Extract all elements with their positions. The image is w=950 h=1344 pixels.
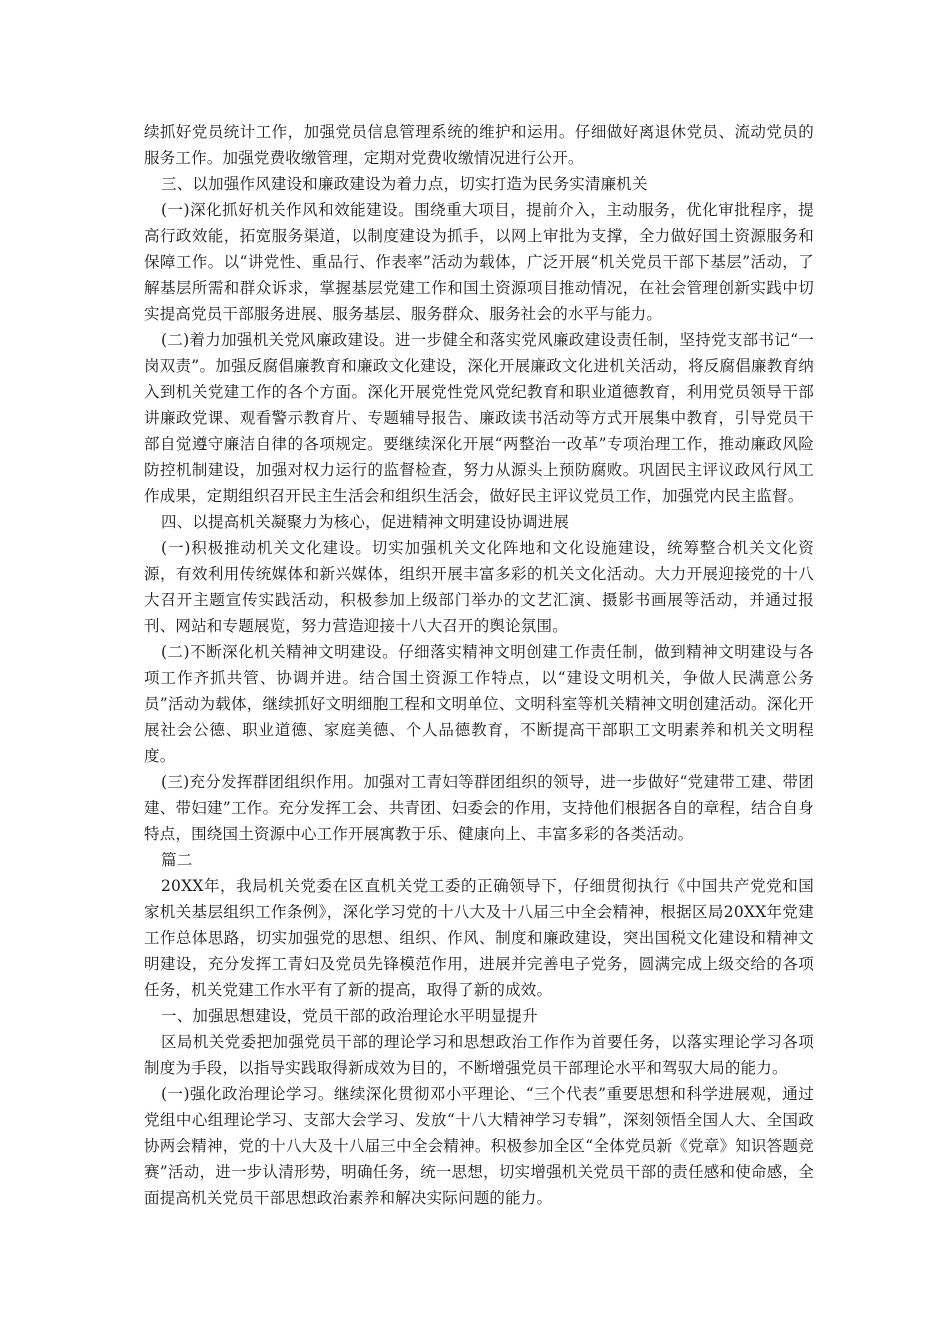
section-heading-4: 四、以提高机关凝聚力为核心，促进精神文明建设协调进展 bbox=[161, 513, 570, 531]
document-body bbox=[144, 119, 814, 1211]
paragraph-continuation: 续抓好党员统计工作，加强党员信息管理系统的维护和运用。仔细做好离退休党员、流动党员的服务工作。加强党费收缴管理，定期对党费收缴情况进行公开。 bbox=[144, 123, 814, 167]
paragraph: (二)不断深化机关精神文明建设。仔细落实精神文明创建工作责任制，做到精神文明建设与各项工作齐抓共管、协调并进。结合国土资源工作特点，以“建设文明机关，争做人民满意公务员”活动为载体，继续抓好文明细胞工程和文明单位、文明科室等机关精神文明创建活动。深化开展社会公德、职业道德、家庭美德、个人品德教育，不断提高干部职工文明素养和机关文明程度。 bbox=[144, 643, 814, 765]
paragraph: (三)充分发挥群团组织作用。加强对工青妇等群团组织的领导，进一步做好“党建带工建、带团建、带妇建”工作。充分发挥工会、共青团、妇委会的作用，支持他们根据各自的章程，结合自身特点，围绕国土资源中心工作开展寓教于乐、健康向上、丰富多彩的各类活动。 bbox=[144, 773, 814, 843]
paragraph: (一)积极推动机关文化建设。切实加强机关文化阵地和文化设施建设，统筹整合机关文化资源，有效利用传统媒体和新兴媒体，组织开展丰富多彩的机关文化活动。大力开展迎接党的十八大召开主题宣传实践活动，积极参加上级部门举办的文艺汇演、摄影书画展等活动，并通过报刊、网站和专题展览，努力营造迎接十八大召开的舆论氛围。 bbox=[144, 539, 814, 635]
part-heading: 篇二 bbox=[161, 851, 193, 869]
section-heading-3: 三、以加强作风建设和廉政建设为着力点，切实打造为民务实清廉机关 bbox=[161, 175, 648, 193]
paragraph: 20XX年，我局机关党委在区直机关党工委的正确领导下，仔细贯彻执行《中国共产党党和国家机关基层组织工作条例》，深化学习党的十八大及十八届三中全会精神，根据区局20XX年党建工作总体思路，切实加强党的思想、组织、作风、制度和廉政建设，突出国税文化建设和精神文明建设，充分发挥工青妇及党员先锋模范作用，进展并完善电子党务，圆满完成上级交给的各项任务，机关党建工作水平有了新的提高，取得了新的成效。 bbox=[144, 877, 814, 999]
section-heading-1: 一、加强思想建设，党员干部的政治理论水平明显提升 bbox=[161, 1007, 538, 1025]
paragraph: (一)强化政治理论学习。继续深化贯彻邓小平理论、“三个代表”重要思想和科学进展观，通过党组中心组理论学习、支部大会学习、发放“十八大精神学习专辑”，深刻领悟全国人大、全国政协两会精神，党的十八大及十八届三中全会精神。积极参加全区“全体党员新《党章》知识答题竞赛”活动，进一步认清形势，明确任务，统一思想，切实增强机关党员干部的责任感和使命感，全面提高机关党员干部思想政治素养和解决实际问题的能力。 bbox=[144, 1085, 814, 1207]
paragraph: (二)着力加强机关党风廉政建设。进一步健全和落实党风廉政建设责任制，坚持党支部书记“一岗双责”。加强反腐倡廉教育和廉政文化建设，深化开展廉政文化进机关活动，将反腐倡廉教育纳入到机关党建工作的各个方面。深化开展党性党风党纪教育和职业道德教育，利用党员领导干部讲廉政党课、观看警示教育片、专题辅导报告、廉政读书活动等方式开展集中教育，引导党员干部自觉遵守廉洁自律的各项规定。要继续深化开展“两整治一改革”专项治理工作，推动廉政风险防控机制建设，加强对权力运行的监督检查，努力从源头上预防腐败。巩固民主评议政风行风工作成果，定期组织召开民主生活会和组织生活会，做好民主评议党员工作，加强党内民主监督。 bbox=[144, 331, 814, 505]
paragraph: 区局机关党委把加强党员干部的理论学习和思想政治工作作为首要任务，以落实理论学习各项制度为手段，以指导实践取得新成效为目的，不断增强党员干部理论水平和驾驭大局的能力。 bbox=[144, 1033, 814, 1077]
paragraph: (一)深化抓好机关作风和效能建设。围绕重大项目，提前介入，主动服务，优化审批程序，提高行政效能，拓宽服务渠道，以制度建设为抓手，以网上审批为支撑，全力做好国土资源服务和保障工作。以“讲党性、重品行、作表率”活动为载体，广泛开展“机关党员干部下基层”活动，了解基层所需和群众诉求，掌握基层党建工作和国土资源项目推动情况，在社会管理创新实践中切实提高党员干部服务进展、服务基层、服务群众、服务社会的水平与能力。 bbox=[144, 201, 814, 323]
